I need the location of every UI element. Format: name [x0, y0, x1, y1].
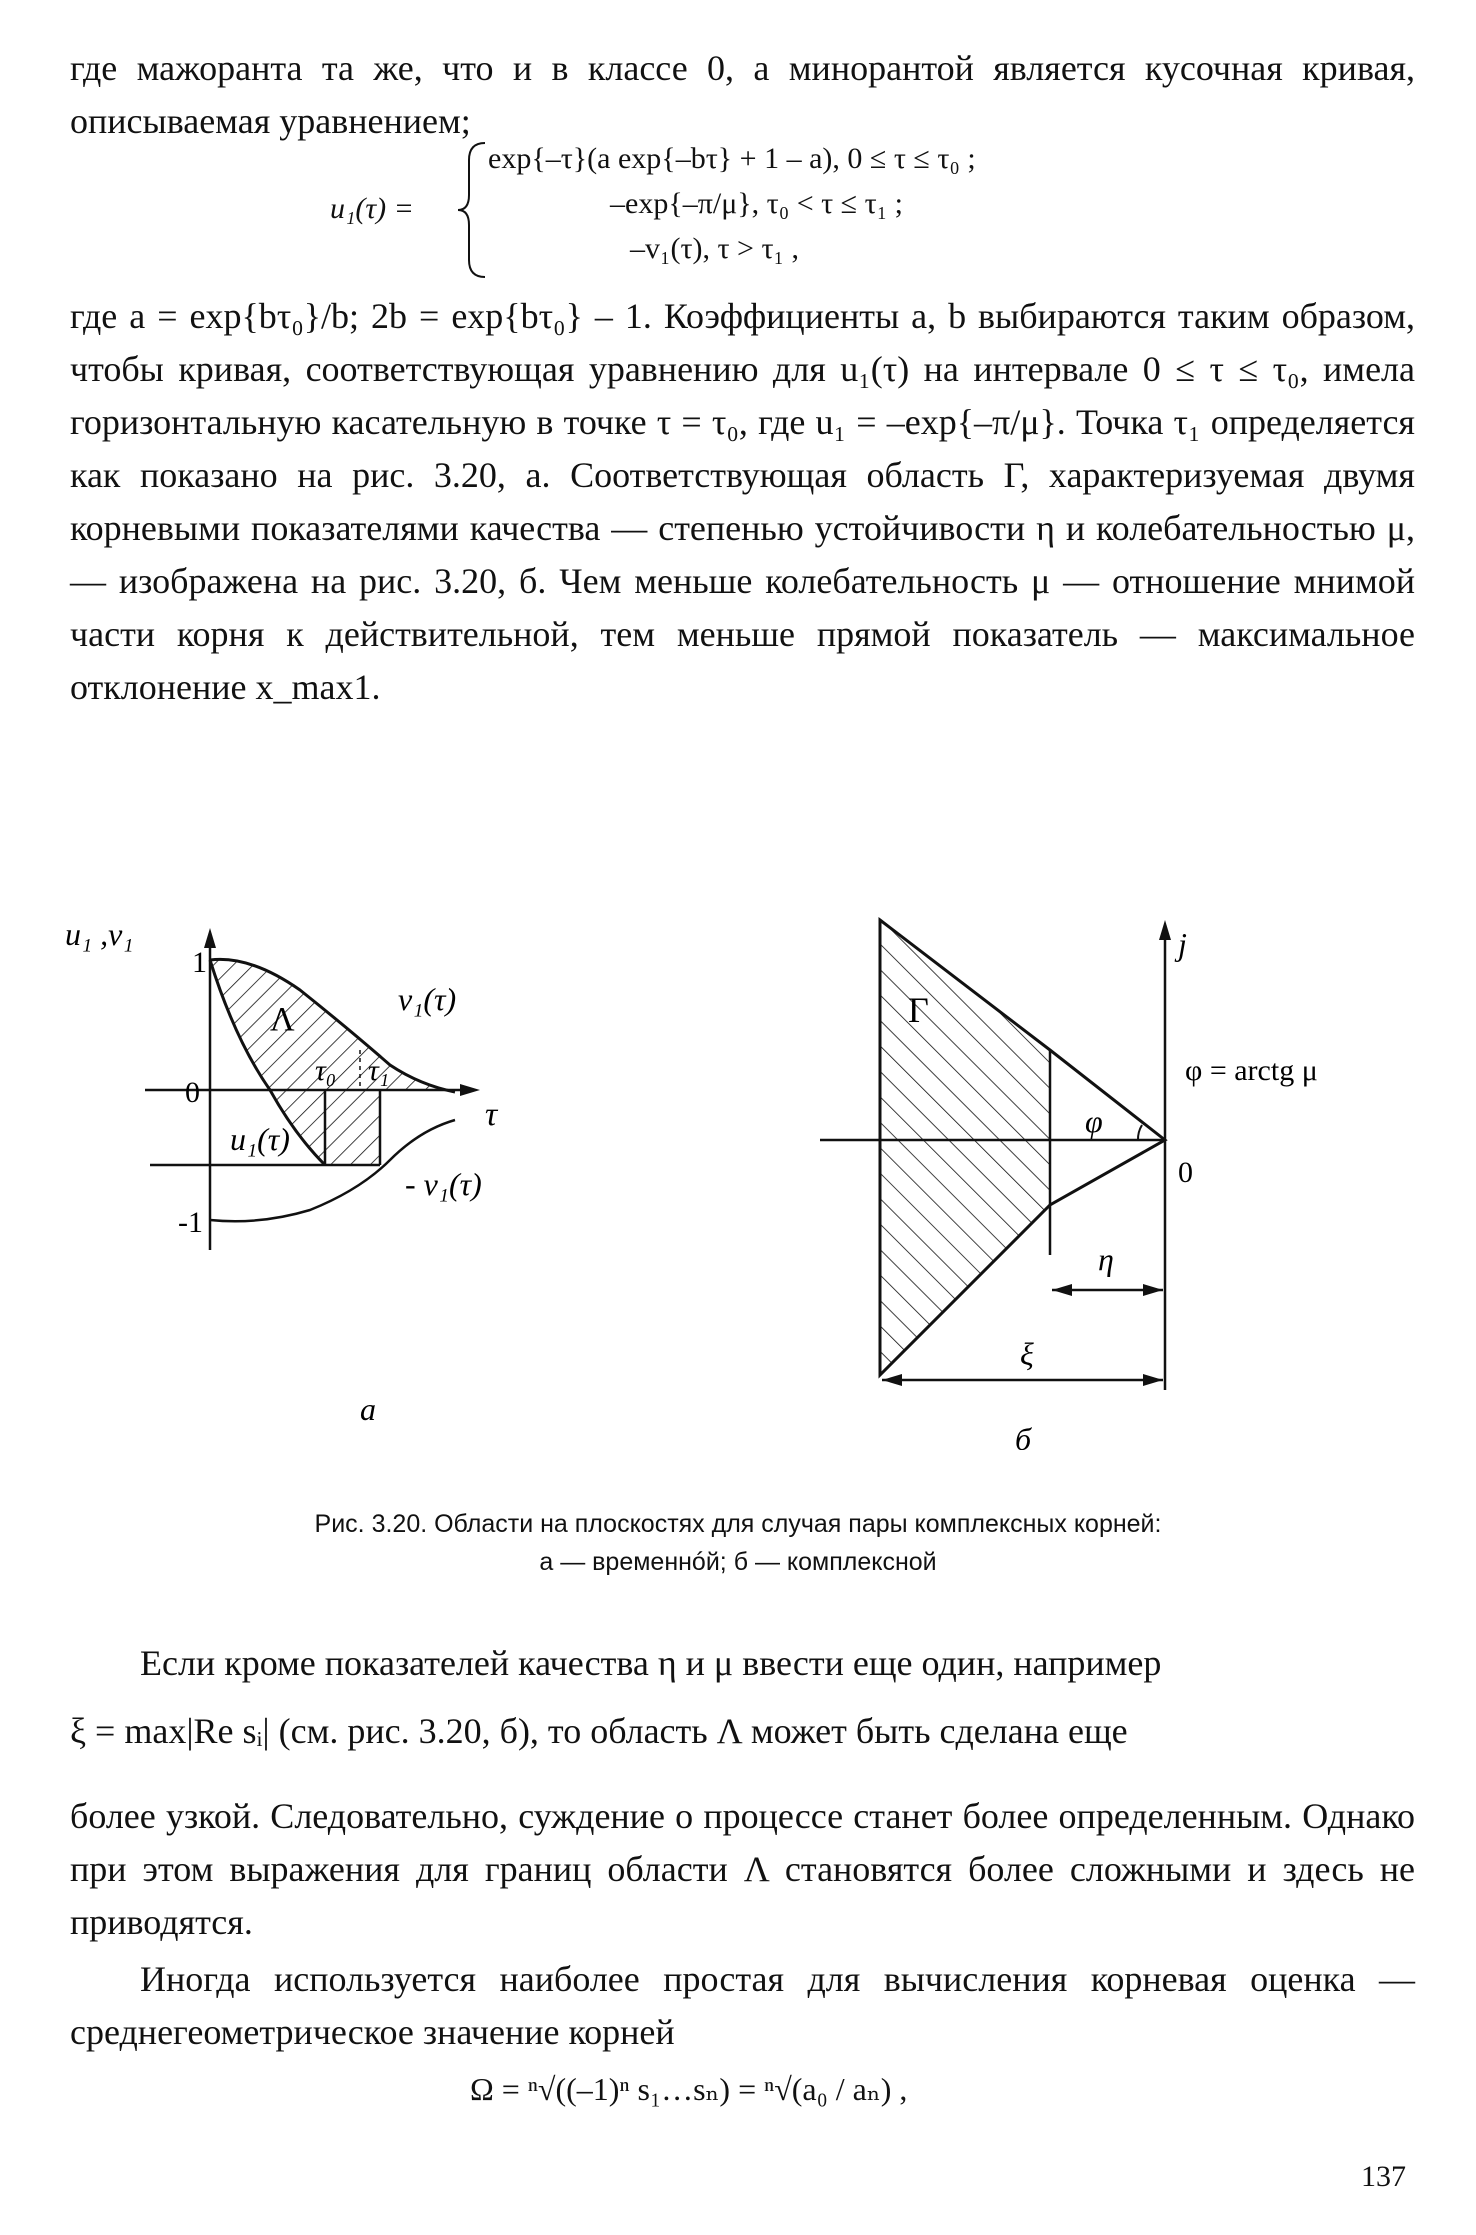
figure-caption-line1: Рис. 3.20. Области на плоскостях для случая пары комплексных корней: — [314, 1510, 1162, 1538]
paragraph-coefficients: где a = exp{bτ₀}/b; 2b = exp{bτ₀} – 1. Коэффициенты a, b выбираются таким образом, чтобы кривая, соответствующая уравнению для u₁(τ) на интервале 0 ≤ τ ≤ τ₀, имела горизонтальную касательную в точке τ = τ₀, где u₁ = –exp{–π/μ}. Точка τ₁ определяется как показано на рис. 3.20, а. Соответствующая область Г, характеризуемая двумя корневыми показателями качества — степенью устойчивости η и колебательностью μ, — изображена на рис. 3.20, б. Чем меньше колебательность μ — отношение мнимой части корня к действительной, тем меньше прямой показатель — максимальное отклонение x_max1. — [70, 296, 1415, 707]
label-u1: u₁(τ) — [230, 1121, 290, 1157]
figure-b-sublabel: б — [1015, 1421, 1032, 1450]
label-phi-eq: φ = arctg μ — [1185, 1054, 1318, 1087]
label-lambda: Λ — [270, 1001, 295, 1038]
paragraph-intro: где мажоранта та же, что и в классе 0, а минорантой является кусочная кривая, описываемая уравнением; — [70, 48, 1415, 141]
tick-1: 1 — [192, 946, 207, 979]
page-number: 137 — [1361, 2160, 1406, 2193]
label-xi: ξ — [1020, 1336, 1034, 1372]
figure-a-ylabel: u₁ ,v₁ — [65, 920, 134, 952]
paragraph-geometric-mean: Иногда используется наиболее простая для вычисления корневая оценка — среднегеометрическое значение корней — [70, 1959, 1415, 2052]
equation-omega: Ω = ⁿ√((–1)ⁿ s₁…sₙ) = ⁿ√(a₀ / aₙ) , — [470, 2071, 908, 2107]
label-eta: η — [1098, 1241, 1114, 1277]
label-v1: v₁(τ) — [398, 981, 457, 1017]
label-zero: 0 — [1178, 1156, 1193, 1189]
label-tau0: τ₀ — [315, 1054, 337, 1087]
label-minus-v1: - v₁(τ) — [405, 1166, 482, 1202]
paragraph-additional-line2: ξ = max|Re sᵢ| (см. рис. 3.20, б), то область Λ может быть сделана еще — [70, 1711, 1128, 1751]
gamma-region — [880, 920, 1050, 1375]
figure-caption-line2: а — временнóй; б — комплексной — [539, 1548, 937, 1576]
label-tau1: τ₁ — [368, 1054, 390, 1087]
paragraph-additional-rest: более узкой. Следовательно, суждение о процессе станет более определенным. Однако при этом выражения для границ области Λ становятся более сложными и здесь не приводятся. — [70, 1796, 1415, 1942]
label-j: j — [1178, 926, 1187, 962]
equation1-row3: –v₁(τ), τ > τ₁ , — [630, 232, 799, 265]
figure-a-sublabel: а — [360, 1391, 376, 1427]
figure-a — [60, 920, 620, 1460]
label-phi: φ — [1085, 1103, 1103, 1139]
equation1-row1: exp{–τ}(a exp{–bτ} + 1 – a), 0 ≤ τ ≤ τ₀ ; — [488, 142, 976, 175]
tick-0: 0 — [185, 1076, 200, 1109]
x-axis-label: τ — [485, 1096, 498, 1133]
equation1-lhs: u₁(τ) = — [330, 192, 414, 225]
label-gamma: Г — [908, 990, 929, 1030]
paragraph-additional-line1: Если кроме показателей качества η и μ ввести еще один, например — [140, 1643, 1162, 1683]
figure-b — [820, 910, 1440, 1450]
tick-minus-1: -1 — [178, 1206, 203, 1239]
equation1-row2: –exp{–π/μ}, τ₀ < τ ≤ τ₁ ; — [610, 187, 903, 220]
